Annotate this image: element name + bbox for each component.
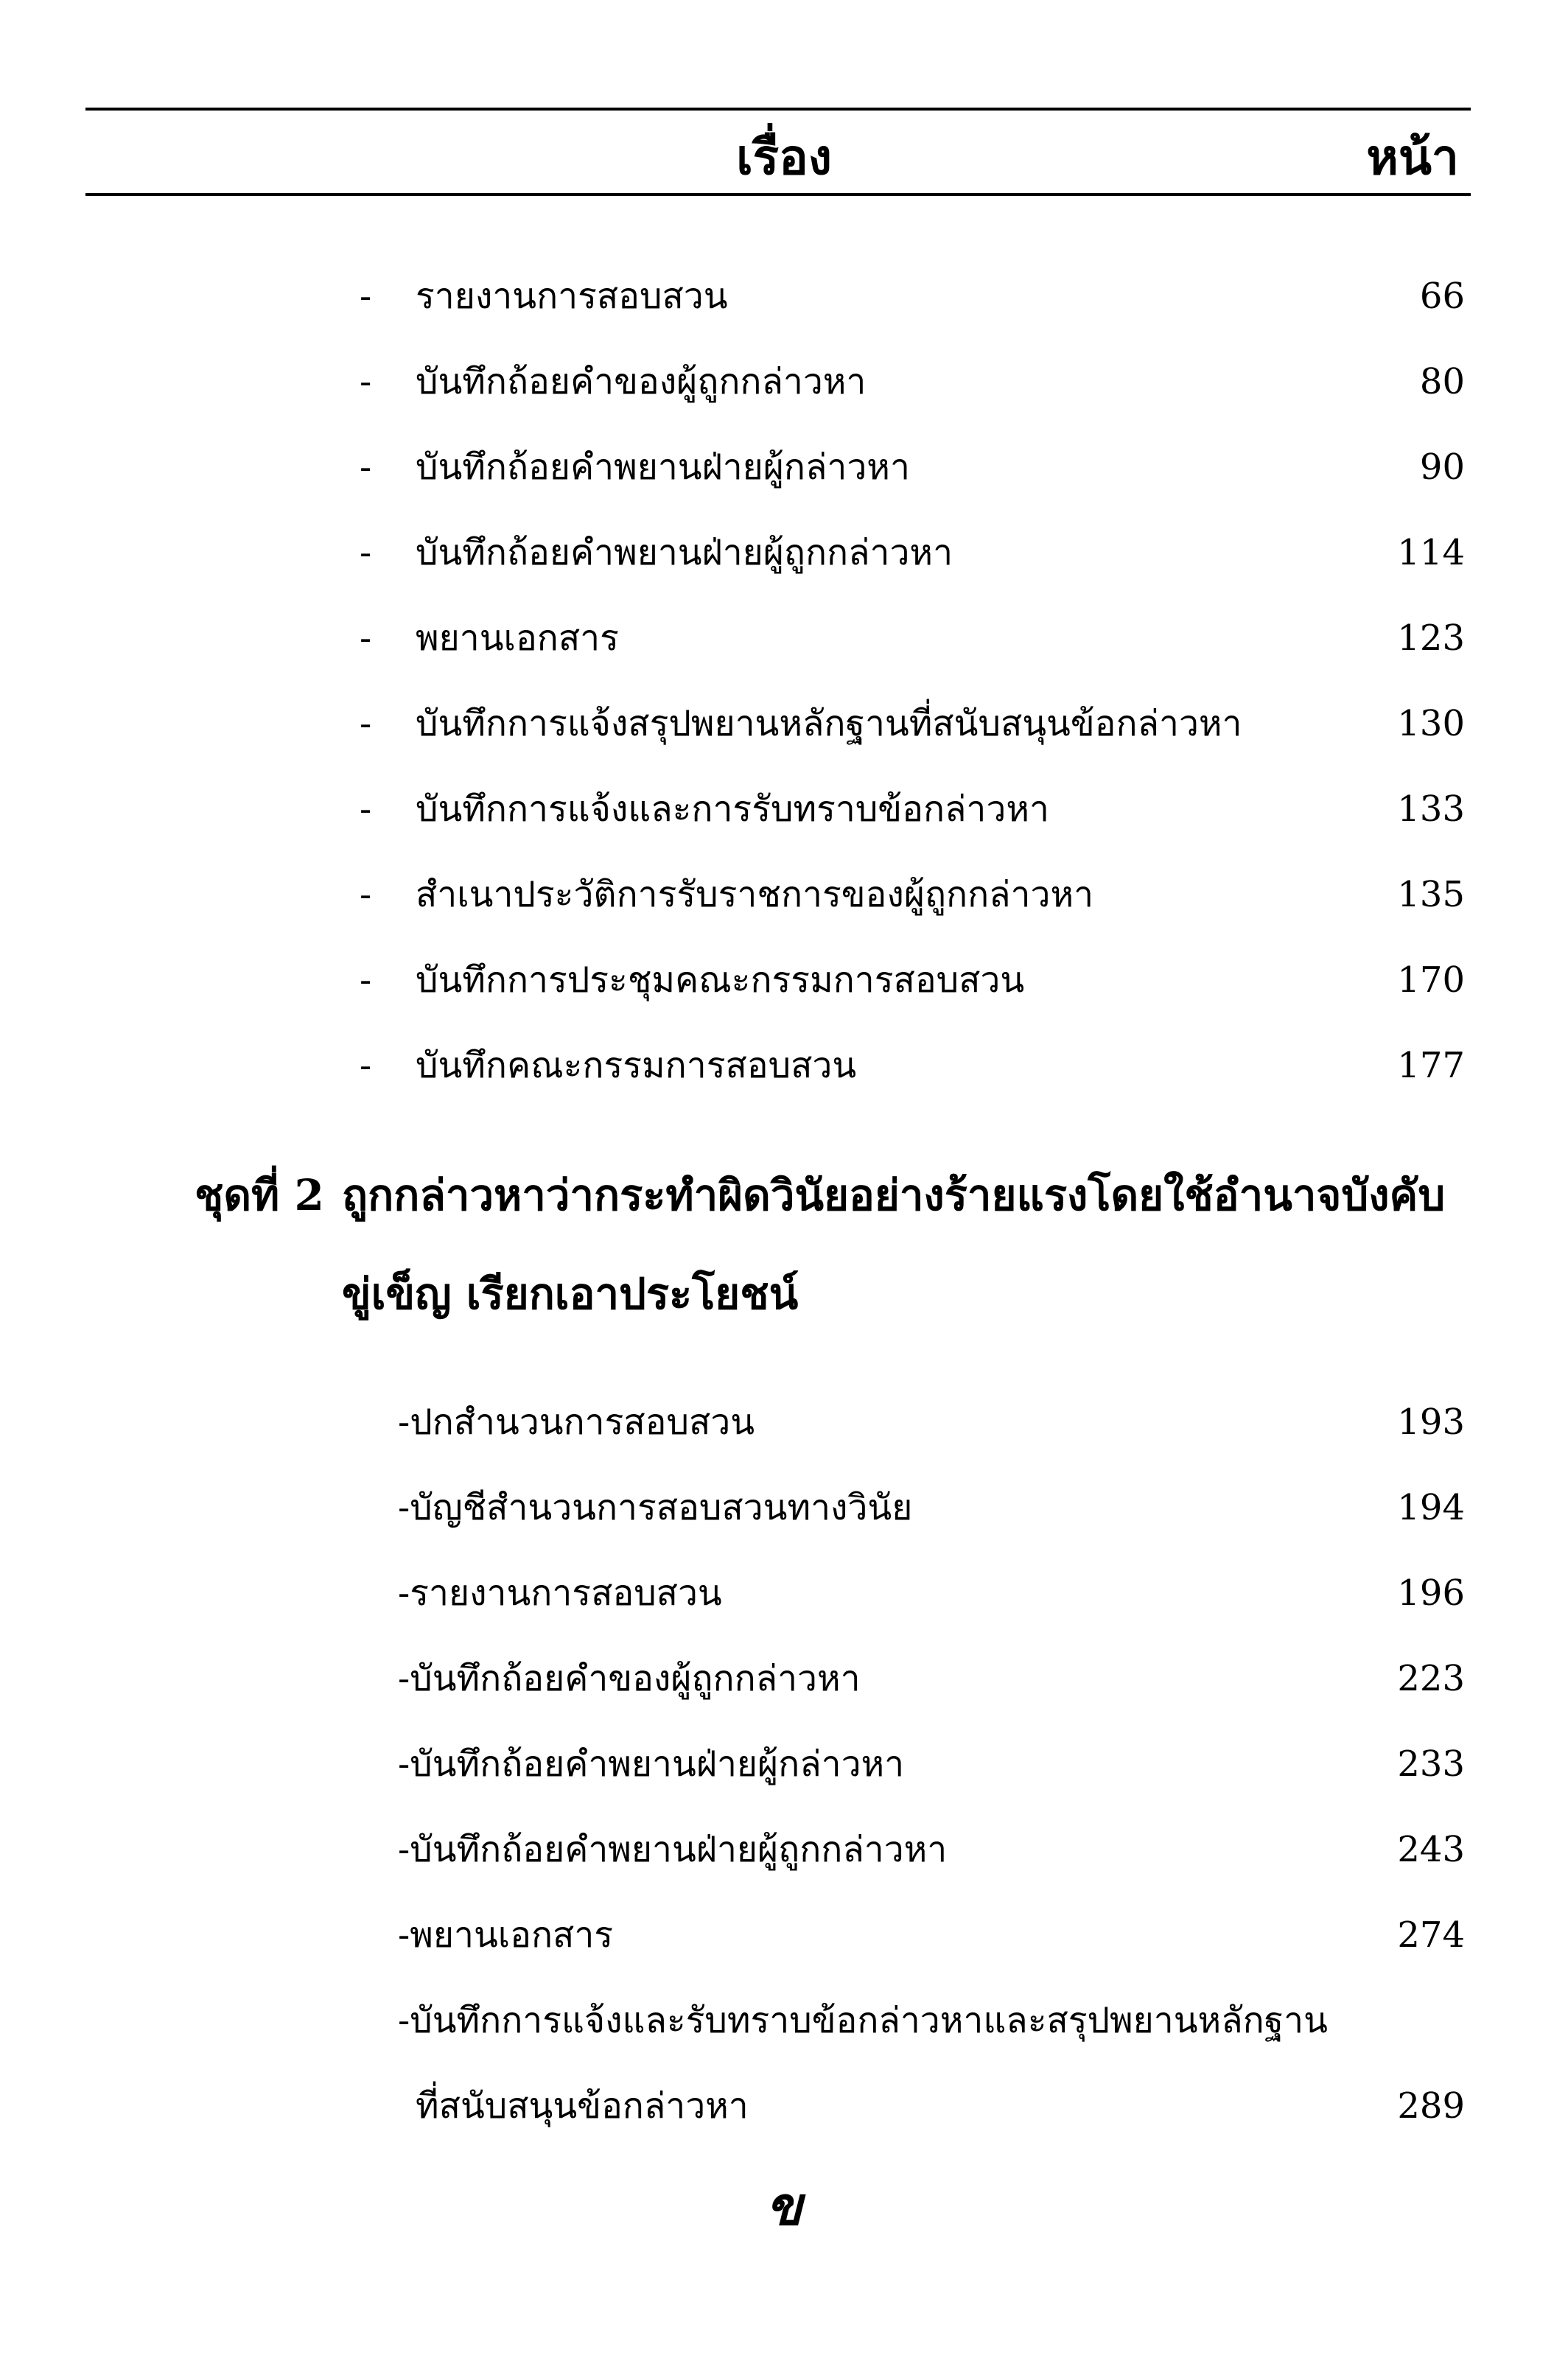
- toc-heading-page: หน้า: [1366, 128, 1459, 186]
- entry-dash: -: [360, 276, 372, 317]
- heading-underline-rule: [85, 193, 1471, 196]
- entry-title: -พยานเอกสาร: [398, 1914, 614, 1956]
- toc-entry: [0, 609, 1568, 668]
- entry-title: สำเนาประวัติการรับราชการของผู้ถูกกล่าวหา: [416, 874, 1094, 915]
- toc-entry: [0, 1735, 1568, 1794]
- entry-page: 193: [1397, 1402, 1465, 1443]
- entry-title: พยานเอกสาร: [416, 618, 619, 659]
- page-number-marker: ข: [766, 2175, 802, 2237]
- entry-dash: -: [360, 1045, 372, 1086]
- entry-page: 66: [1419, 276, 1465, 317]
- series-label: ชุดที่ 2: [195, 1170, 324, 1220]
- entry-title: -บัญชีสำนวนการสอบสวนทางวินัย: [398, 1487, 913, 1528]
- toc-entry: [0, 1036, 1568, 1095]
- toc-entry: [0, 1393, 1568, 1452]
- entry-dash: -: [360, 874, 372, 915]
- toc-entry: [0, 267, 1568, 326]
- toc-entry: [0, 352, 1568, 411]
- entry-page: 177: [1397, 1045, 1465, 1086]
- entry-title: บันทึกคณะกรรมการสอบสวน: [416, 1045, 857, 1086]
- entry-title: บันทึกการประชุมคณะกรรมการสอบสวน: [416, 959, 1025, 1001]
- entry-title: รายงานการสอบสวน: [416, 276, 728, 317]
- toc-entry: [0, 1906, 1568, 1965]
- entry-page: 243: [1397, 1829, 1465, 1870]
- entry-dash: -: [360, 532, 372, 573]
- toc-entry: [0, 694, 1568, 753]
- toc-entry: [0, 865, 1568, 924]
- series-title-line2: ขู่เข็ญ เรียกเอาประโยชน์: [342, 1269, 799, 1319]
- toc-entry: [0, 1478, 1568, 1537]
- toc-entry: [0, 780, 1568, 839]
- entry-title: บันทึกการแจ้งสรุปพยานหลักฐานที่สนับสนุนข้อกล่าวหา: [416, 703, 1242, 744]
- toc-entry-continuation: [0, 2077, 1568, 2135]
- entry-dash: -: [360, 447, 372, 488]
- entry-title: บันทึกการแจ้งและการรับทราบข้อกล่าวหา: [416, 788, 1049, 830]
- entry-page: 196: [1397, 1572, 1465, 1614]
- entry-title: -รายงานการสอบสวน: [398, 1572, 722, 1614]
- entry-page: 135: [1397, 874, 1465, 915]
- toc-heading-title: เรื่อง: [736, 128, 832, 186]
- entry-dash: -: [360, 361, 372, 402]
- toc-entry: [0, 438, 1568, 497]
- entry-page: 90: [1419, 447, 1465, 488]
- top-rule: [85, 108, 1471, 111]
- entry-page: 223: [1397, 1658, 1465, 1699]
- entry-page: 233: [1397, 1743, 1465, 1785]
- entry-title: -บันทึกถ้อยคำพยานฝ่ายผู้ถูกกล่าวหา: [398, 1829, 948, 1870]
- series-title-line1: ถูกกล่าวหาว่ากระทำผิดวินัยอย่างร้ายแรงโดยใช้อำนาจบังคับ: [342, 1170, 1446, 1220]
- entry-title: บันทึกถ้อยคำของผู้ถูกกล่าวหา: [416, 361, 867, 402]
- toc-entry: [0, 951, 1568, 1010]
- entry-page: 289: [1397, 2085, 1465, 2127]
- entry-page: 123: [1397, 618, 1465, 659]
- entry-title: -ปกสำนวนการสอบสวน: [398, 1402, 755, 1443]
- toc-entry: [0, 1564, 1568, 1623]
- entry-title: บันทึกถ้อยคำพยานฝ่ายผู้ถูกกล่าวหา: [416, 532, 953, 573]
- entry-page: 114: [1397, 532, 1465, 573]
- entry-page: 80: [1419, 361, 1465, 402]
- entry-dash: -: [360, 959, 372, 1001]
- entry-title: -บันทึกการแจ้งและรับทราบข้อกล่าวหาและสรุปพยานหลักฐาน: [398, 2000, 1328, 2041]
- entry-page: 130: [1397, 703, 1465, 744]
- entry-title: -บันทึกถ้อยคำพยานฝ่ายผู้กล่าวหา: [398, 1743, 905, 1785]
- entry-title: ที่สนับสนุนข้อกล่าวหา: [416, 2085, 749, 2127]
- entry-dash: -: [360, 703, 372, 744]
- entry-page: 133: [1397, 788, 1465, 830]
- entry-page: 194: [1397, 1487, 1465, 1528]
- entry-dash: -: [360, 618, 372, 659]
- entry-page: 274: [1397, 1914, 1465, 1956]
- toc-entry: [0, 1820, 1568, 1879]
- toc-entry: [0, 1991, 1568, 2050]
- toc-entry: [0, 523, 1568, 582]
- toc-entry: [0, 1649, 1568, 1708]
- entry-dash: -: [360, 788, 372, 830]
- entry-page: 170: [1397, 959, 1465, 1001]
- entry-title: -บันทึกถ้อยคำของผู้ถูกกล่าวหา: [398, 1658, 861, 1699]
- entry-title: บันทึกถ้อยคำพยานฝ่ายผู้กล่าวหา: [416, 447, 910, 488]
